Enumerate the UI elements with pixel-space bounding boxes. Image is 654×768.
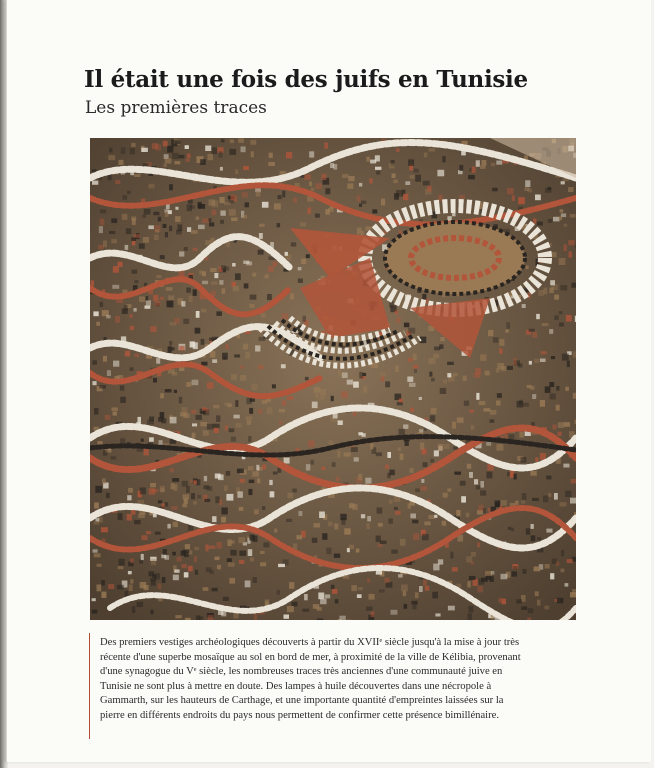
page-title: Il était une fois des juifs en Tunisie [84,66,528,93]
photo-caption [100,636,576,724]
mosaic-floor-photo-icon [90,138,576,620]
caption-line: d'une synagogue du Vᵉ siècle, les nombreuses traces très anciennes d'une communauté juive en [100,666,503,678]
caption-line: récente d'une superbe mosaïque au sol en bord de mer, à proximité de la ville de Kélibia, provenant [100,651,521,663]
page-subtitle: Les premières traces [85,98,267,118]
mosaic-photo [90,138,576,620]
caption-rule [89,633,90,739]
caption-line: pierre en différents endroits du pays nous permettent de confirmer cette présence bimillénaire. [100,709,499,721]
caption-line: Gammarth, sur les hauteurs de Carthage, et une importante quantité d'empreintes laissées sur la [100,695,504,707]
caption-line: Des premiers vestiges archéologiques découverts à partir du XVIIᵉ siècle jusqu'à la mise à jour très [100,637,520,648]
caption-line: Tunisie ne sont plus à mettre en doute. Des lampes à huile découvertes dans une nécropole à [100,680,492,692]
